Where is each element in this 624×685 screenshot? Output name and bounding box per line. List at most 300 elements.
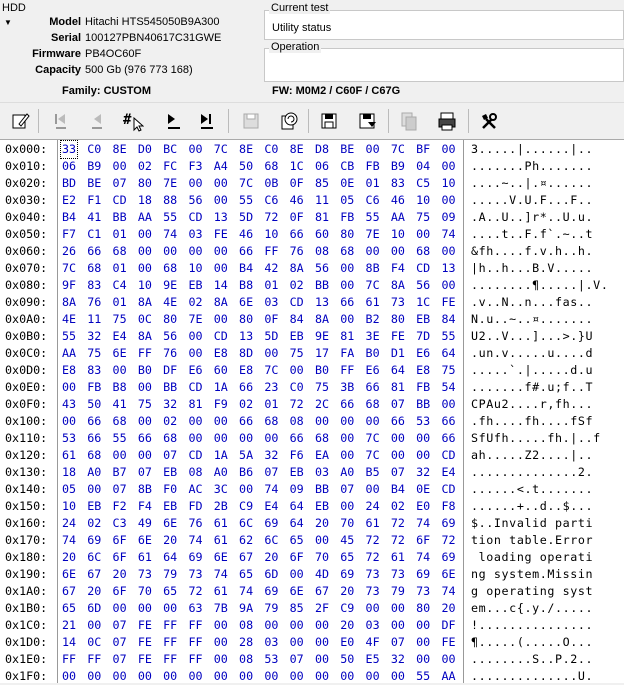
hex-byte[interactable]: 66: [340, 295, 355, 309]
hex-byte[interactable]: 55: [365, 210, 380, 224]
hex-byte[interactable]: 14: [213, 278, 228, 292]
hex-byte[interactable]: A0: [87, 465, 102, 479]
hex-byte[interactable]: 03: [188, 227, 203, 241]
hex-byte[interactable]: 00: [264, 669, 279, 683]
hex-byte[interactable]: 7E: [188, 312, 203, 326]
hex-byte[interactable]: 65: [61, 601, 77, 615]
hex-byte[interactable]: E4: [441, 465, 456, 479]
hex-byte[interactable]: EB: [416, 312, 431, 326]
hex-byte[interactable]: 62: [239, 533, 254, 547]
hex-byte[interactable]: 55: [416, 669, 431, 683]
hex-byte[interactable]: 41: [112, 397, 127, 411]
hex-byte[interactable]: 74: [61, 533, 77, 547]
hex-byte[interactable]: 66: [137, 431, 152, 445]
hex-byte[interactable]: 00: [163, 669, 178, 683]
hex-byte[interactable]: 63: [188, 601, 203, 615]
hex-byte[interactable]: 8A: [314, 312, 330, 326]
hex-byte[interactable]: 20: [163, 533, 178, 547]
hex-byte[interactable]: 10: [416, 193, 431, 207]
hex-byte[interactable]: 00: [365, 669, 380, 683]
hex-byte[interactable]: 00: [416, 635, 431, 649]
hex-byte[interactable]: 69: [340, 567, 355, 581]
hex-byte[interactable]: 69: [188, 550, 203, 564]
hex-byte[interactable]: 8E: [289, 142, 304, 156]
hex-byte[interactable]: 07: [112, 652, 127, 666]
hex-byte[interactable]: 79: [264, 601, 279, 615]
hex-byte[interactable]: 10: [390, 227, 405, 241]
hex-byte[interactable]: 24: [365, 499, 380, 513]
hex-byte[interactable]: 73: [188, 567, 203, 581]
hex-byte[interactable]: 00: [188, 244, 203, 258]
hex-byte[interactable]: 68: [264, 159, 279, 173]
hex-byte[interactable]: BB: [416, 397, 431, 411]
hex-byte[interactable]: 0E: [340, 176, 355, 190]
hex-byte[interactable]: 69: [87, 533, 102, 547]
hex-byte[interactable]: 00: [213, 193, 228, 207]
hex-byte[interactable]: 72: [390, 533, 405, 547]
hex-byte[interactable]: B5: [365, 465, 380, 479]
hex-byte[interactable]: 56: [314, 261, 330, 275]
hex-byte[interactable]: 00: [188, 414, 203, 428]
hex-byte[interactable]: BB: [112, 210, 127, 224]
hex-byte[interactable]: 3E: [365, 329, 380, 343]
hex-ascii[interactable]: .un.v.....u....d: [471, 346, 594, 360]
hex-byte[interactable]: F6: [289, 448, 304, 462]
hex-byte[interactable]: 56: [416, 278, 431, 292]
hex-byte[interactable]: 6C: [87, 550, 102, 564]
hex-byte[interactable]: 68: [264, 414, 279, 428]
hex-byte[interactable]: 55: [239, 193, 254, 207]
hex-byte[interactable]: 02: [163, 414, 178, 428]
hex-byte[interactable]: 9F: [61, 278, 77, 292]
hex-byte[interactable]: 46: [390, 193, 405, 207]
hex-ascii[interactable]: ah.....Z2....|..: [471, 448, 594, 462]
hex-byte[interactable]: 50: [87, 397, 102, 411]
hex-byte[interactable]: 6F: [112, 584, 127, 598]
hex-byte[interactable]: 00: [314, 414, 330, 428]
hex-byte[interactable]: 00: [365, 244, 380, 258]
hex-byte[interactable]: D8: [314, 142, 330, 156]
hex-byte[interactable]: 73: [416, 584, 431, 598]
hex-byte[interactable]: E8: [239, 363, 254, 377]
hex-byte[interactable]: 08: [314, 244, 330, 258]
hex-byte[interactable]: 66: [365, 380, 380, 394]
hex-byte[interactable]: C3: [112, 516, 127, 530]
hex-byte[interactable]: 1C: [416, 295, 431, 309]
hex-byte[interactable]: 00: [441, 652, 456, 666]
hex-byte[interactable]: FE: [137, 635, 152, 649]
hex-byte[interactable]: B0: [137, 363, 152, 377]
hex-byte[interactable]: 53: [264, 652, 279, 666]
hex-byte[interactable]: 08: [289, 414, 304, 428]
hex-byte[interactable]: 68: [340, 244, 355, 258]
hex-byte[interactable]: 10: [441, 176, 456, 190]
hex-byte[interactable]: 01: [112, 295, 127, 309]
hex-byte[interactable]: BB: [314, 278, 330, 292]
hex-byte[interactable]: C6: [264, 193, 279, 207]
hex-ascii[interactable]: loading operati: [471, 550, 594, 564]
hex-byte[interactable]: 5D: [264, 329, 279, 343]
hex-byte[interactable]: 20: [314, 516, 330, 530]
hex-byte[interactable]: 00: [213, 261, 228, 275]
hex-byte[interactable]: 8A: [390, 278, 405, 292]
hex-byte[interactable]: 61: [365, 295, 380, 309]
hex-byte[interactable]: FE: [137, 652, 152, 666]
hex-byte[interactable]: 85: [314, 176, 330, 190]
hex-byte[interactable]: CD: [112, 193, 127, 207]
hex-byte[interactable]: 02: [137, 159, 152, 173]
hex-byte[interactable]: BD: [61, 176, 77, 190]
hex-byte[interactable]: 00: [137, 601, 152, 615]
hex-byte[interactable]: 68: [365, 397, 380, 411]
hex-byte[interactable]: 09: [289, 482, 304, 496]
hex-byte[interactable]: E4: [264, 499, 279, 513]
hex-byte[interactable]: 00: [416, 431, 431, 445]
hex-byte[interactable]: E6: [365, 363, 380, 377]
hex-byte[interactable]: 66: [239, 380, 254, 394]
hex-byte[interactable]: CD: [213, 329, 228, 343]
hex-byte[interactable]: 80: [163, 312, 178, 326]
hex-byte[interactable]: 75: [112, 312, 127, 326]
hex-byte[interactable]: CD: [441, 482, 456, 496]
hex-ascii[interactable]: ......+..d..$...: [471, 499, 594, 513]
hex-byte[interactable]: 79: [390, 584, 405, 598]
hex-byte[interactable]: 00: [239, 482, 254, 496]
save-icon[interactable]: [238, 108, 264, 134]
hex-byte[interactable]: 68: [163, 261, 178, 275]
hex-ascii[interactable]: .v..N..n...fas..: [471, 295, 594, 309]
hex-byte[interactable]: 7C: [365, 431, 380, 445]
hex-byte[interactable]: 09: [441, 210, 456, 224]
hex-byte[interactable]: 6F: [112, 533, 127, 547]
hex-byte[interactable]: 68: [112, 414, 127, 428]
hex-byte[interactable]: 00: [314, 533, 330, 547]
hex-byte[interactable]: 56: [188, 193, 203, 207]
hex-byte[interactable]: 45: [340, 533, 355, 547]
hex-byte[interactable]: EB: [289, 465, 304, 479]
hex-byte[interactable]: 80: [416, 601, 431, 615]
hex-byte[interactable]: 11: [87, 312, 102, 326]
hex-byte[interactable]: 0E: [416, 482, 431, 496]
hex-byte[interactable]: 26: [61, 244, 77, 258]
hex-byte[interactable]: 20: [61, 550, 77, 564]
hex-ascii[interactable]: $..Invalid parti: [471, 516, 594, 530]
hex-byte[interactable]: 28: [239, 635, 254, 649]
hex-byte[interactable]: 8E: [239, 142, 254, 156]
hex-byte[interactable]: 05: [61, 482, 77, 496]
hex-byte[interactable]: 03: [264, 635, 279, 649]
hex-byte[interactable]: 83: [87, 278, 102, 292]
hex-ascii[interactable]: .....`.|.....d.u: [471, 363, 594, 377]
hex-byte[interactable]: 61: [61, 448, 77, 462]
hex-byte[interactable]: D0: [137, 142, 152, 156]
hex-byte[interactable]: 70: [314, 550, 330, 564]
hex-byte[interactable]: 20: [264, 550, 279, 564]
hex-byte[interactable]: 13: [314, 295, 330, 309]
hex-byte[interactable]: 53: [416, 414, 431, 428]
hex-byte[interactable]: 80: [340, 227, 355, 241]
hex-byte[interactable]: 10: [188, 261, 203, 275]
hex-byte[interactable]: 61: [137, 550, 152, 564]
hex-byte[interactable]: 07: [112, 176, 127, 190]
hex-byte[interactable]: 00: [163, 601, 178, 615]
hex-byte[interactable]: BC: [163, 142, 178, 156]
hex-byte[interactable]: BB: [314, 482, 330, 496]
hex-byte[interactable]: 00: [61, 380, 77, 394]
hex-byte[interactable]: 06: [314, 159, 330, 173]
hex-byte[interactable]: 74: [239, 584, 254, 598]
hex-byte[interactable]: 00: [365, 482, 380, 496]
hex-byte[interactable]: 75: [314, 380, 330, 394]
hex-byte[interactable]: 81: [390, 380, 405, 394]
hex-byte[interactable]: 00: [289, 669, 304, 683]
hex-byte[interactable]: 00: [390, 669, 405, 683]
hex-byte[interactable]: 00: [289, 363, 304, 377]
hex-byte[interactable]: AA: [390, 210, 405, 224]
hex-byte[interactable]: B0: [365, 346, 380, 360]
hex-byte[interactable]: 0C: [87, 635, 102, 649]
hex-byte[interactable]: 56: [163, 329, 178, 343]
hex-byte[interactable]: 00: [416, 618, 431, 632]
hex-ascii[interactable]: .......f#.u;f..T: [471, 380, 594, 394]
hex-byte[interactable]: 00: [137, 261, 152, 275]
tools-icon[interactable]: [476, 108, 502, 134]
hex-byte[interactable]: 6E: [112, 346, 127, 360]
hex-byte[interactable]: 6F: [289, 550, 304, 564]
hex-byte[interactable]: 66: [289, 227, 304, 241]
hex-byte[interactable]: 32: [416, 465, 431, 479]
hex-byte[interactable]: 73: [365, 584, 380, 598]
hex-byte[interactable]: 00: [289, 567, 304, 581]
hex-byte[interactable]: E2: [61, 193, 77, 207]
hex-byte[interactable]: 00: [441, 397, 456, 411]
hex-byte[interactable]: 00: [61, 669, 77, 683]
hex-ascii[interactable]: .fh....fh....fSf: [471, 414, 594, 428]
hex-byte[interactable]: 49: [137, 516, 152, 530]
hex-byte[interactable]: 00: [87, 669, 102, 683]
hex-byte[interactable]: 70: [137, 584, 152, 598]
hex-byte[interactable]: 8B: [137, 482, 152, 496]
hex-byte[interactable]: 24: [61, 516, 77, 530]
hex-byte[interactable]: 13: [441, 261, 456, 275]
hex-ascii[interactable]: g operating syst: [471, 584, 594, 598]
hex-byte[interactable]: 66: [441, 414, 456, 428]
hex-byte[interactable]: 00: [188, 669, 203, 683]
hex-byte[interactable]: 66: [239, 414, 254, 428]
hex-byte[interactable]: C9: [239, 499, 254, 513]
hex-byte[interactable]: FC: [163, 159, 178, 173]
copy-icon[interactable]: [396, 108, 422, 134]
hex-byte[interactable]: 13: [213, 210, 228, 224]
hex-byte[interactable]: 0B: [264, 176, 279, 190]
hex-byte[interactable]: 0F: [289, 210, 304, 224]
hex-byte[interactable]: 00: [340, 261, 355, 275]
hex-byte[interactable]: 00: [264, 431, 279, 445]
hex-byte[interactable]: 00: [340, 669, 355, 683]
hex-byte[interactable]: 66: [340, 397, 355, 411]
hex-byte[interactable]: 03: [365, 618, 380, 632]
print-icon[interactable]: [434, 108, 460, 134]
hex-byte[interactable]: 80: [137, 176, 152, 190]
hex-byte[interactable]: 00: [441, 278, 456, 292]
hex-byte[interactable]: 85: [289, 601, 304, 615]
hex-byte[interactable]: 9E: [163, 278, 178, 292]
hex-byte[interactable]: 67: [61, 584, 77, 598]
hex-byte[interactable]: 00: [137, 380, 152, 394]
hex-byte[interactable]: 20: [340, 618, 355, 632]
hex-byte[interactable]: 4F: [365, 635, 380, 649]
hex-byte[interactable]: 00: [390, 601, 405, 615]
hex-byte[interactable]: 10: [61, 499, 77, 513]
hex-ascii[interactable]: ........¶.....|.V.: [471, 278, 609, 292]
hex-byte[interactable]: 81: [340, 329, 355, 343]
hex-byte[interactable]: F8: [441, 499, 456, 513]
hex-byte[interactable]: BE: [87, 176, 102, 190]
hex-byte[interactable]: 66: [289, 431, 304, 445]
hex-byte[interactable]: 72: [188, 584, 203, 598]
hex-byte[interactable]: 83: [87, 363, 102, 377]
hex-byte[interactable]: 01: [264, 278, 279, 292]
hex-byte[interactable]: 00: [137, 669, 152, 683]
hex-byte[interactable]: 5D: [239, 210, 254, 224]
hex-byte[interactable]: 60: [213, 363, 228, 377]
hex-byte[interactable]: E6: [416, 346, 431, 360]
hex-byte[interactable]: 07: [390, 465, 405, 479]
hex-byte[interactable]: 74: [163, 227, 178, 241]
hex-byte[interactable]: 81: [188, 397, 203, 411]
hex-byte[interactable]: 7C: [264, 363, 279, 377]
hex-byte[interactable]: D1: [390, 346, 405, 360]
hex-byte[interactable]: 00: [213, 635, 228, 649]
hex-byte[interactable]: B0: [314, 363, 330, 377]
hex-byte[interactable]: 68: [163, 431, 178, 445]
hex-byte[interactable]: 01: [112, 261, 127, 275]
hex-byte[interactable]: FF: [137, 346, 152, 360]
hex-byte[interactable]: 41: [87, 210, 102, 224]
hex-byte[interactable]: 53: [61, 431, 77, 445]
hex-byte[interactable]: 1C: [289, 159, 304, 173]
hex-byte[interactable]: 4D: [314, 567, 330, 581]
hex-byte[interactable]: CD: [289, 295, 304, 309]
hex-byte[interactable]: 1A: [213, 380, 228, 394]
hex-byte[interactable]: 74: [188, 533, 203, 547]
hex-byte[interactable]: 7B: [213, 601, 228, 615]
hex-byte[interactable]: B9: [87, 159, 102, 173]
hex-ascii[interactable]: N.u..~..¤.......: [471, 312, 594, 326]
hex-byte[interactable]: 83: [390, 176, 405, 190]
hex-byte[interactable]: 76: [188, 516, 203, 530]
hex-byte[interactable]: 02: [289, 278, 304, 292]
hex-byte[interactable]: C0: [289, 380, 304, 394]
hex-ascii[interactable]: SfUfh.....fh.|..f: [471, 431, 601, 445]
hex-byte[interactable]: 00: [314, 618, 330, 632]
hex-byte[interactable]: F4: [137, 499, 152, 513]
hex-byte[interactable]: 33: [61, 142, 77, 156]
hex-byte[interactable]: 46: [289, 193, 304, 207]
hex-byte[interactable]: 74: [416, 550, 431, 564]
hex-byte[interactable]: 7D: [416, 329, 431, 343]
hex-byte[interactable]: 50: [239, 159, 254, 173]
hex-byte[interactable]: 75: [289, 346, 304, 360]
hex-byte[interactable]: FB: [365, 159, 380, 173]
load-icon[interactable]: [316, 108, 342, 134]
hex-byte[interactable]: 00: [365, 601, 380, 615]
hex-byte[interactable]: FF: [188, 618, 203, 632]
hex-byte[interactable]: 4E: [163, 295, 178, 309]
hex-byte[interactable]: 6D: [87, 601, 102, 615]
hex-byte[interactable]: 00: [112, 669, 127, 683]
hex-byte[interactable]: 43: [61, 397, 77, 411]
hex-byte[interactable]: 73: [137, 567, 152, 581]
hex-byte[interactable]: 00: [239, 431, 254, 445]
hex-byte[interactable]: 64: [289, 516, 304, 530]
hex-byte[interactable]: B8: [112, 380, 127, 394]
hex-byte[interactable]: 07: [264, 465, 279, 479]
hex-byte[interactable]: 02: [239, 397, 254, 411]
hex-byte[interactable]: 69: [416, 567, 431, 581]
hex-byte[interactable]: 00: [188, 176, 203, 190]
hex-byte[interactable]: 74: [441, 227, 456, 241]
hex-byte[interactable]: E6: [188, 363, 203, 377]
hex-byte[interactable]: 18: [61, 465, 77, 479]
hex-byte[interactable]: 01: [365, 176, 380, 190]
hex-ascii[interactable]: tion table.Error: [471, 533, 594, 547]
hex-byte[interactable]: 68: [87, 448, 102, 462]
hex-byte[interactable]: FD: [188, 499, 203, 513]
hex-byte[interactable]: 00: [87, 618, 102, 632]
hex-byte[interactable]: 10: [137, 278, 152, 292]
hex-byte[interactable]: 55: [441, 329, 456, 343]
hex-byte[interactable]: 00: [340, 278, 355, 292]
hex-byte[interactable]: 00: [441, 142, 456, 156]
hex-byte[interactable]: 17: [314, 346, 330, 360]
edit-icon[interactable]: [8, 108, 34, 134]
hex-byte[interactable]: AA: [441, 669, 456, 683]
hex-ascii[interactable]: em...c{.y./.....: [471, 601, 594, 615]
hex-byte[interactable]: 00: [264, 346, 279, 360]
collapse-arrow-icon[interactable]: ▼: [4, 18, 12, 27]
hex-byte[interactable]: 8A: [61, 295, 77, 309]
hex-byte[interactable]: 02: [87, 516, 102, 530]
hex-byte[interactable]: 7C: [365, 448, 380, 462]
hex-byte[interactable]: AA: [137, 210, 152, 224]
hex-byte[interactable]: 64: [441, 346, 456, 360]
hex-byte[interactable]: 69: [441, 516, 456, 530]
hex-byte[interactable]: FF: [188, 652, 203, 666]
hex-byte[interactable]: 65: [340, 550, 355, 564]
hex-byte[interactable]: 55: [61, 329, 77, 343]
hex-byte[interactable]: 6E: [441, 567, 456, 581]
hex-byte[interactable]: B4: [61, 210, 77, 224]
hex-byte[interactable]: B4: [390, 482, 405, 496]
hex-byte[interactable]: 07: [137, 465, 152, 479]
hex-byte[interactable]: 00: [112, 159, 127, 173]
hex-byte[interactable]: 3B: [340, 380, 355, 394]
hex-byte[interactable]: 03: [314, 465, 330, 479]
hex-byte[interactable]: FF: [87, 652, 102, 666]
hex-ascii[interactable]: ¶.....(.....O...: [471, 635, 594, 649]
hex-byte[interactable]: EA: [314, 448, 330, 462]
hex-byte[interactable]: 32: [390, 652, 405, 666]
hex-byte[interactable]: 00: [314, 669, 330, 683]
hex-byte[interactable]: 66: [390, 414, 405, 428]
hex-byte[interactable]: E8: [213, 346, 228, 360]
hex-byte[interactable]: 3C: [213, 482, 228, 496]
hex-byte[interactable]: 84: [441, 312, 456, 326]
hex-byte[interactable]: FF: [163, 652, 178, 666]
hex-byte[interactable]: 00: [390, 448, 405, 462]
hex-byte[interactable]: 00: [441, 193, 456, 207]
